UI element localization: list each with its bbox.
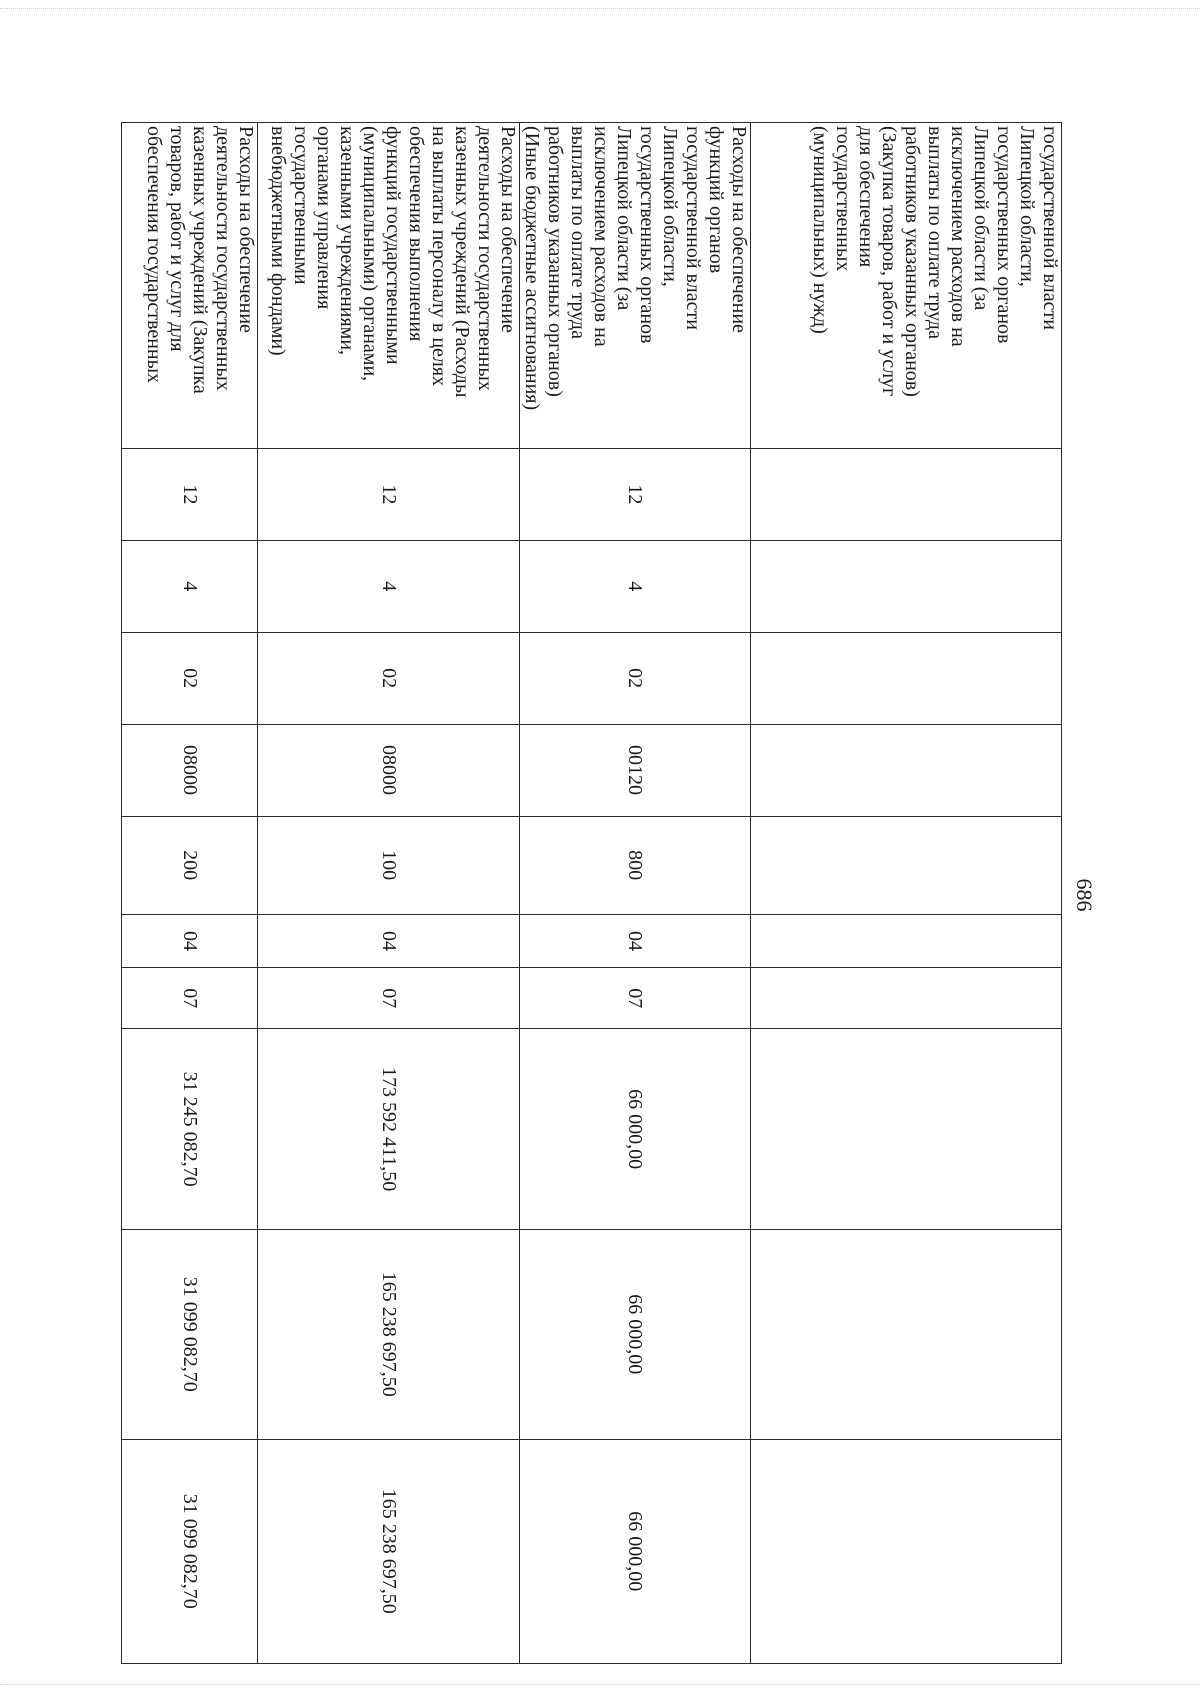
row-code2-cell: 4 [258,540,520,632]
row-code5-cell: 100 [258,816,520,914]
row-code2-cell [751,540,1062,632]
row-amount2-cell: 66 000,00 [520,1230,751,1439]
row-code4-cell [751,724,1062,816]
row-amount3-cell [751,1439,1062,1664]
row-code7-cell [751,968,1062,1029]
row-code7-cell: 07 [122,968,258,1029]
budget-table [121,122,1062,1664]
table-row [258,123,520,1664]
row-code6-cell [751,914,1062,967]
row-description-text: Расходы на обеспечение деятельности государственных казенных учреждений (Закупка товаров, работ и услуг для обеспечения государственных [143,126,257,394]
row-code1-cell: 12 [258,448,520,540]
row-code3-cell: 02 [258,632,520,724]
table-row [122,123,258,1664]
row-code1-cell: 12 [520,448,751,540]
row-code1-cell [751,448,1062,540]
row-amount2-cell [751,1230,1062,1439]
table-row [751,123,1062,1664]
row-code1-cell: 12 [122,448,258,540]
row-description-text: Расходы на обеспечение деятельности государственных казенных учреждений (Расходы на выплаты персоналу в целях обеспечения выполнения функций государственными (муниципальными) органами, казенными учреждениями, органами управления государственными внебюджетными фондами) [267,126,519,398]
row-code2-cell: 4 [520,540,751,632]
row-description-cell [122,123,258,449]
row-amount1-cell [751,1029,1062,1230]
row-code3-cell: 02 [520,632,751,724]
row-code5-cell [751,816,1062,914]
row-amount1-cell: 173 592 411,50 [258,1029,520,1230]
scan-edge-top [0,8,1200,9]
row-description-cell [751,123,1062,449]
row-description-text: государственной власти Липецкой области, государственных органов Липецкой области (за исключением расходов на выплаты по оплате труда работников указанных органов) (Закупка товаров, работ и услуг для обеспечения государственных (муниципальных) нужд) [809,126,1061,397]
row-code4-cell: 08000 [122,724,258,816]
table-row [520,123,751,1664]
row-code3-cell [751,632,1062,724]
row-code7-cell: 07 [520,968,751,1029]
row-code6-cell: 04 [258,914,520,967]
page-number: 686 [1072,878,1097,912]
row-code6-cell: 04 [122,914,258,967]
row-amount1-cell: 31 245 082,70 [122,1029,258,1230]
row-amount3-cell: 165 238 697,50 [258,1439,520,1664]
row-amount3-cell: 31 099 082,70 [122,1439,258,1664]
row-code3-cell: 02 [122,632,258,724]
row-amount3-cell: 66 000,00 [520,1439,751,1664]
row-amount2-cell: 165 238 697,50 [258,1230,520,1439]
row-code2-cell: 4 [122,540,258,632]
row-code4-cell: 08000 [258,724,520,816]
row-code5-cell: 200 [122,816,258,914]
rotated-table-container [127,122,1062,1664]
row-description-cell [520,123,751,449]
table-body [122,123,1062,1664]
scan-edge-bottom [0,1684,1200,1685]
row-description-cell [258,123,520,449]
row-description-text: Расходы на обеспечение функций органов государственной власти Липецкой области, государственных органов Липецкой области (за исключением расходов на выплаты по оплате труда работников указанных органов) (Иные бюджетные ассигнования) [521,126,750,411]
row-amount1-cell: 66 000,00 [520,1029,751,1230]
row-code7-cell: 07 [258,968,520,1029]
row-code6-cell: 04 [520,914,751,967]
row-code5-cell: 800 [520,816,751,914]
row-amount2-cell: 31 099 082,70 [122,1230,258,1439]
row-code4-cell: 00120 [520,724,751,816]
